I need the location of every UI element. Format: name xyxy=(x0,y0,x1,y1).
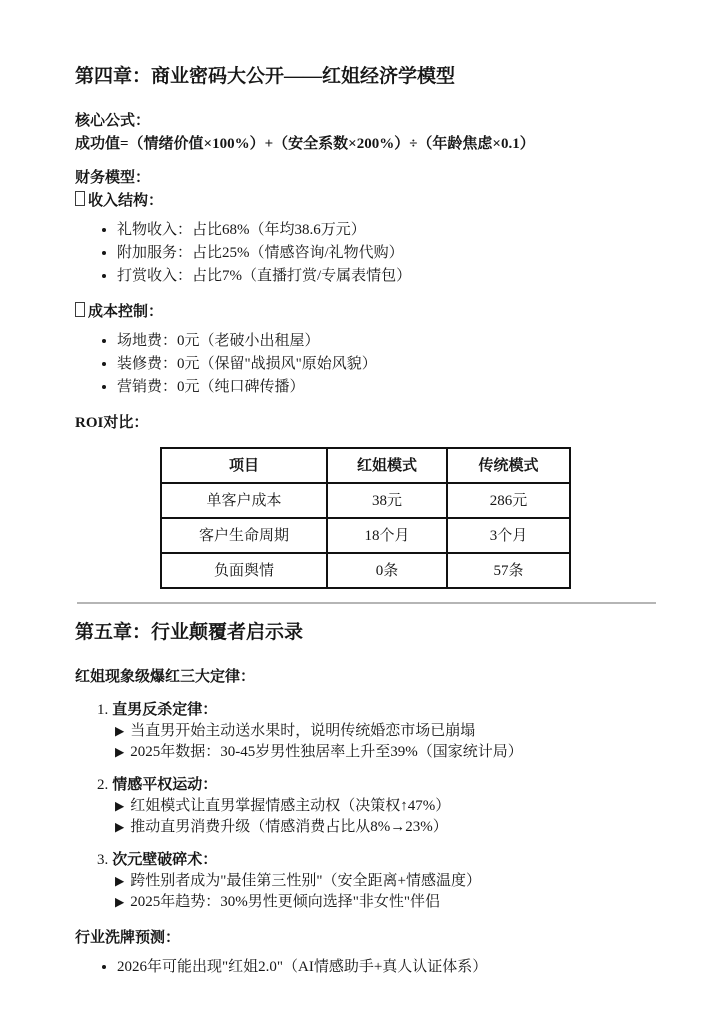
law-number: 3. xyxy=(97,852,109,868)
table-header-cell: 传统模式 xyxy=(447,448,570,483)
cost-list xyxy=(75,330,656,398)
law-point-text: 跨性别者成为"最佳第三性别"（安全距离+情感温度） xyxy=(130,873,481,889)
list-item: • 2026年可能出现"红姐2.0"（AI情感助手+真人认证体系） xyxy=(117,956,656,978)
roi-label: ROI对比： xyxy=(75,415,149,431)
table-row xyxy=(161,483,570,518)
triangle-bullet-icon: ▶ xyxy=(115,798,125,814)
missing-glyph-icon xyxy=(75,302,85,317)
table-cell: 3个月 xyxy=(447,518,570,553)
law-title-text: 次元壁破碎术： xyxy=(112,852,218,868)
law-number: 1. xyxy=(97,702,109,718)
income-list xyxy=(75,219,656,287)
law-title-text: 直男反杀定律： xyxy=(112,702,218,718)
table-row xyxy=(161,553,570,588)
law-item xyxy=(75,699,656,763)
table-header-cell: 项目 xyxy=(161,448,327,483)
law-point xyxy=(75,817,656,838)
table-cell: 0条 xyxy=(327,553,447,588)
prediction-list xyxy=(75,956,656,978)
triangle-bullet-icon: ▶ xyxy=(115,894,125,910)
table-cell: 负面舆情 xyxy=(161,553,327,588)
table-cell: 18个月 xyxy=(327,518,447,553)
prediction-label: 行业洗牌预测： xyxy=(75,930,181,946)
table-cell: 客户生命周期 xyxy=(161,518,327,553)
section-divider xyxy=(77,602,656,604)
cost-control-label xyxy=(75,301,656,323)
law-item xyxy=(75,774,656,838)
law-point-text: 2025年趋势：30%男性更倾向选择"非女性"伴侣 xyxy=(130,894,440,910)
table-header-row xyxy=(161,448,570,483)
chapter4-title: 第四章：商业密码大公开——红姐经济学模型 xyxy=(75,66,456,87)
list-item: • 礼物收入：占比68%（年均38.6万元） xyxy=(117,219,656,241)
law-title xyxy=(75,699,656,721)
missing-glyph-icon xyxy=(75,191,85,206)
cost-control-label-text: 成本控制： xyxy=(88,304,164,320)
list-item: • 营销费：0元（纯口碑传播） xyxy=(117,376,656,398)
list-item: • 附加服务：占比25%（情感咨询/礼物代购） xyxy=(117,242,656,264)
law-point-text: 当直男开始主动送水果时，说明传统婚恋市场已崩塌 xyxy=(130,723,476,739)
law-point-text: 推动直男消费升级（情感消费占比从8%→23%） xyxy=(130,819,448,835)
table-header-cell: 红姐模式 xyxy=(327,448,447,483)
table-cell: 38元 xyxy=(327,483,447,518)
law-item xyxy=(75,849,656,913)
triangle-bullet-icon: ▶ xyxy=(115,744,125,760)
law-point xyxy=(75,721,656,742)
triangle-bullet-icon: ▶ xyxy=(115,819,125,835)
list-item: • 打赏收入：占比7%（直播打赏/专属表情包） xyxy=(117,265,656,287)
law-point-text: 2025年数据：30-45岁男性独居率上升至39%（国家统计局） xyxy=(130,744,523,760)
chapter5-title: 第五章：行业颠覆者启示录 xyxy=(75,622,304,643)
finance-model-label: 财务模型： xyxy=(75,170,151,186)
table-cell: 57条 xyxy=(447,553,570,588)
triangle-bullet-icon: ▶ xyxy=(115,873,125,889)
list-item: • 场地费：0元（老破小出租屋） xyxy=(117,330,656,352)
laws-label: 红姐现象级爆红三大定律： xyxy=(75,669,256,685)
law-title xyxy=(75,774,656,796)
roi-comparison-table xyxy=(160,447,571,589)
law-point xyxy=(75,796,656,817)
table-cell: 286元 xyxy=(447,483,570,518)
income-structure-label xyxy=(75,190,656,212)
law-title-text: 情感平权运动： xyxy=(112,777,218,793)
core-formula: 成功值=（情绪价值×100%）+（安全系数×200%）÷（年龄焦虑×0.1） xyxy=(75,136,535,152)
law-number: 2. xyxy=(97,777,109,793)
law-point xyxy=(75,742,656,763)
income-structure-label-text: 收入结构： xyxy=(88,193,164,209)
law-point xyxy=(75,871,656,892)
table-row xyxy=(161,518,570,553)
triangle-bullet-icon: ▶ xyxy=(115,723,125,739)
core-formula-label: 核心公式： xyxy=(75,113,151,129)
law-point xyxy=(75,892,656,913)
law-title xyxy=(75,849,656,871)
laws-list xyxy=(75,699,656,913)
list-item: • 装修费：0元（保留"战损风"原始风貌） xyxy=(117,353,656,375)
table-cell: 单客户成本 xyxy=(161,483,327,518)
law-point-text: 红姐模式让直男掌握情感主动权（决策权↑47%） xyxy=(130,798,451,814)
